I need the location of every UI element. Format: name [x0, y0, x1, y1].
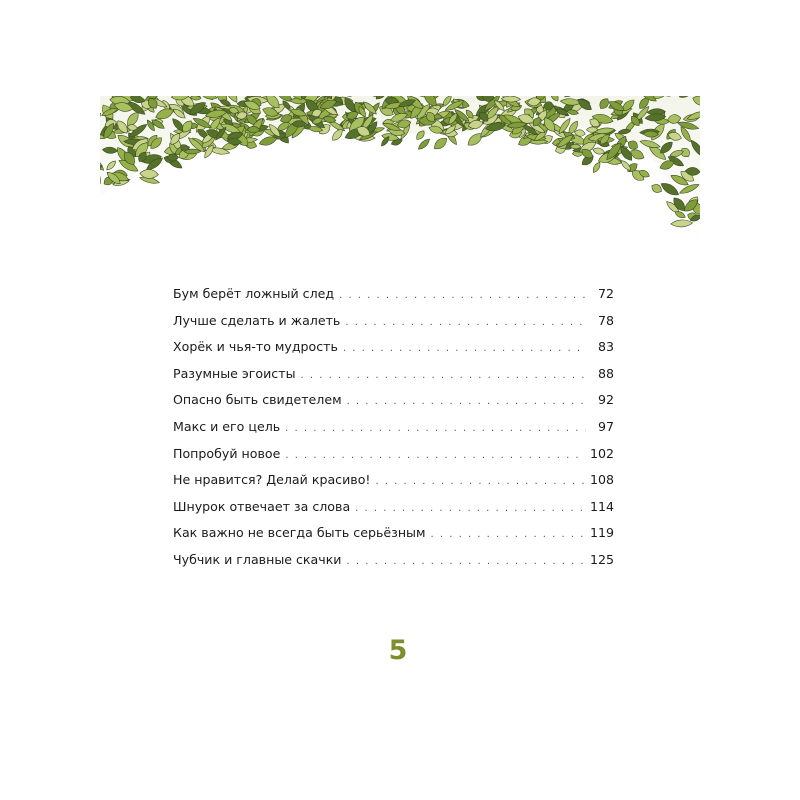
toc-entry-page-number: 97 — [597, 418, 614, 434]
toc-entry — [173, 472, 614, 499]
toc-entry — [173, 339, 614, 366]
toc-entry-title: Лучше сделать и жалеть — [173, 312, 341, 328]
toc-entry-page-number: 114 — [589, 498, 614, 514]
toc-entry — [173, 525, 614, 552]
toc-entry-title: Попробуй новое — [173, 445, 281, 461]
toc-entry — [173, 552, 614, 579]
leaf — [591, 161, 602, 174]
toc-entry-page-number: 78 — [597, 312, 614, 328]
leaf — [432, 135, 450, 152]
toc-entry — [173, 392, 614, 419]
toc-entry — [173, 286, 614, 313]
toc-entry — [173, 446, 614, 473]
toc-dot-leader — [375, 476, 584, 487]
toc-entry-title: Хорёк и чья-то мудрость — [173, 339, 338, 355]
toc-entry-page-number: 125 — [589, 551, 614, 567]
toc-entry — [173, 313, 614, 340]
toc-dot-leader — [431, 529, 584, 540]
toc-dot-leader — [355, 503, 584, 514]
toc-dot-leader — [347, 556, 584, 567]
leaf-garland-illustration — [100, 96, 700, 246]
toc-entry-page-number: 108 — [589, 472, 614, 488]
toc-dot-leader — [347, 396, 586, 407]
toc-dot-leader — [343, 343, 586, 354]
toc-dot-leader — [345, 317, 586, 328]
toc-entry-title: Чубчик и главные скачки — [173, 551, 342, 567]
toc-entry-page-number: 83 — [597, 339, 614, 355]
page-number-logo: 5 — [388, 635, 408, 666]
toc-entry-page-number: 102 — [589, 445, 614, 461]
toc-entry — [173, 366, 614, 393]
toc-dot-leader — [285, 423, 586, 434]
toc-entry-page-number: 72 — [597, 286, 614, 301]
toc-entry-title: Бум берёт ложный след — [173, 286, 335, 301]
toc-dot-leader — [301, 370, 586, 381]
toc-entry-page-number: 88 — [597, 365, 614, 381]
toc-entry — [173, 419, 614, 446]
toc-entry-title: Не нравится? Делай красиво! — [173, 472, 371, 488]
toc-entry-title: Шнурок отвечает за слова — [173, 498, 351, 514]
toc-entry-title: Опасно быть свидетелем — [173, 392, 342, 408]
toc-dot-leader — [339, 290, 586, 301]
toc-entry-page-number: 119 — [589, 525, 614, 541]
table-of-contents — [173, 286, 614, 579]
toc-entry-title: Разумные эгоисты — [173, 365, 296, 381]
toc-entry-title: Как важно не всегда быть серьёзным — [173, 525, 426, 541]
toc-entry — [173, 499, 614, 526]
toc-entry-page-number: 92 — [597, 392, 614, 408]
leaf — [671, 219, 693, 227]
toc-dot-leader — [285, 450, 584, 461]
toc-entry-title: Макс и его цель — [173, 418, 281, 434]
